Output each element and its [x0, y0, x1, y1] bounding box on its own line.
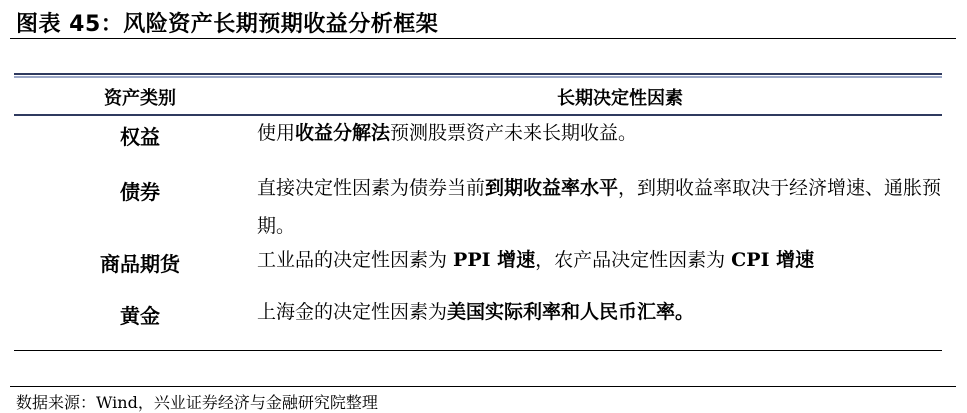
- row-asset-gold: 黄金: [120, 304, 160, 328]
- text-segment: 直接决定性因素为债券当前: [257, 177, 486, 199]
- row-factor-gold: [257, 293, 947, 331]
- row-factor-commodity-futures: [257, 241, 947, 279]
- emphasis-segment: 到期收益率水平: [485, 177, 619, 199]
- column-header-long-term-factor: 长期决定性因素: [557, 88, 683, 109]
- table-top-border: [14, 73, 942, 75]
- emphasis-segment: 收益分解法: [295, 122, 391, 144]
- row-factor-equity: [257, 114, 947, 152]
- table-top-border-accent: [14, 76, 942, 78]
- emphasis-segment: PPI 增速: [453, 249, 536, 271]
- title-divider: [10, 38, 956, 39]
- row-asset-bond: 债券: [120, 180, 160, 204]
- text-segment: ，农产品决定性因素为: [535, 249, 732, 271]
- text-segment: 使用: [257, 122, 296, 144]
- emphasis-segment: CPI 增速: [731, 249, 815, 271]
- row-factor-bond: [257, 169, 947, 245]
- table-bottom-border: [14, 350, 942, 351]
- text-segment: 工业品的决定性因素为: [257, 249, 454, 271]
- text-segment: 上海金的决定性因素为: [257, 301, 448, 323]
- source-note: 数据来源：Wind，兴业证券经济与金融研究院整理: [16, 393, 378, 412]
- text-segment: ，到期收益率取决于经济增速、通胀预期。: [257, 177, 942, 237]
- row-asset-commodity-futures: 商品期货: [100, 252, 180, 276]
- column-header-asset-class: 资产类别: [104, 88, 176, 109]
- row-asset-equity: 权益: [120, 125, 160, 149]
- figure-title: 图表 45：风险资产长期预期收益分析框架: [16, 12, 439, 37]
- text-segment: 预测股票资产未来长期收益。: [390, 122, 638, 144]
- footer-divider: [10, 386, 956, 387]
- emphasis-segment: 美国实际利率和人民币汇率。: [447, 301, 695, 323]
